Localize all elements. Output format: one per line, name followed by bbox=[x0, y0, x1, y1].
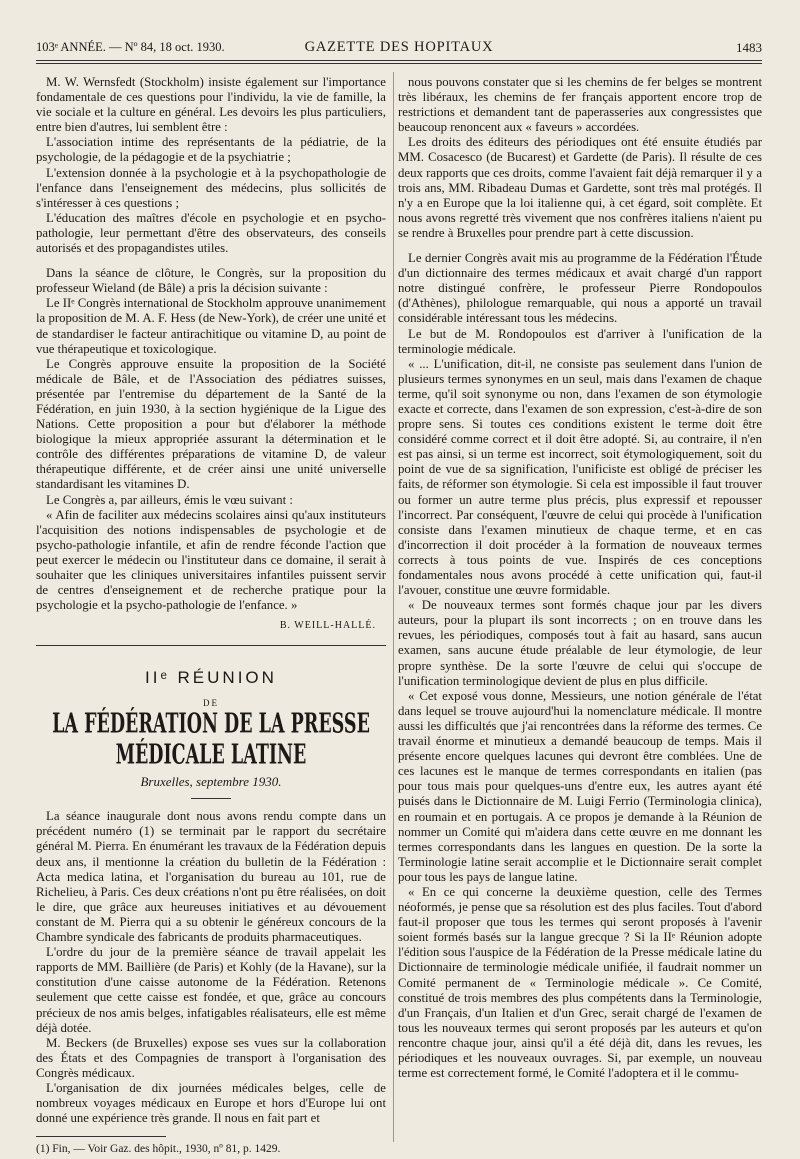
page-header bbox=[36, 36, 762, 58]
header-rule-second bbox=[36, 63, 762, 64]
header-rule bbox=[36, 60, 762, 61]
paragraph: « Afin de faciliter aux médecins scolaires ainsi qu'aux instituteurs l'acquisition des notions indispensables de psychologie et de psycho-pathologie infantile, et afin de rendre féconde l'action que peut exercer le médecin ou l'instituteur dans ce domaine, il serait à souhaiter que les cliniques universitaires infantiles puissent servir de centres d'enseignement et de recherche pratique pour la psychologie et la psycho-pathologie de l'enfance. » bbox=[36, 507, 386, 613]
section-dateline: Bruxelles, septembre 1930. bbox=[140, 774, 282, 790]
spacer bbox=[36, 256, 386, 266]
section-title-federation: LA FÉDÉRATION DE LA PRESSE MÉDICALE LATINE bbox=[52, 709, 370, 772]
spacer bbox=[398, 241, 762, 251]
section-title-de: DE bbox=[203, 698, 219, 709]
paragraph: Dans la séance de clôture, le Congrès, sur la proposition du professeur Wieland (de Bâle) a pris la décision suivante : bbox=[36, 266, 386, 296]
journal-title: GAZETTE DES HOPITAUX bbox=[304, 39, 494, 55]
paragraph: « De nouveaux termes sont formés chaque jour par les divers auteurs, pour la plupart ils sont incorrects ; on en trouve dans les revues, les périodiques, composés tout à fait au hasard, sans aucun examen, sans aucune étude préalable de leur étymologie, de leur propre synthèse. De la sorte l'œuvre de celui qui s'occupe de l'unification terminologique devient de plus en plus difficile. bbox=[398, 598, 762, 688]
paragraph: Le Congrès a, par ailleurs, émis le vœu suivant : bbox=[46, 492, 293, 507]
signature: B. WEILL-HALLÉ. bbox=[279, 620, 376, 632]
section-title-block bbox=[36, 668, 386, 799]
paragraph: L'éducation des maîtres d'école en psychologie et en psycho-pathologie, leur permettant d'être des observateurs, des conseils autorisés et des propagandistes utiles. bbox=[36, 210, 386, 256]
issue-info: 103ᵉ ANNÉE. — Nº 84, 18 oct. 1930. bbox=[36, 40, 225, 54]
paragraph: M. W. Wernsfedt (Stockholm) insiste également sur l'importance fondamentale de ces questions pour l'individu, la vie de famille, la vie sociale et la culture en général. Les devoirs les plus particuliers, entre bien d'autres, lui semblent être : bbox=[36, 75, 386, 135]
paragraph: « En ce qui concerne la deuxième question, celle des Termes néoformés, je pense que sa résolution est des plus faciles. Tout d'abord faut-il proposer que tous les termes qui seront proposés à l'avenir soient formés basés sur la langue grecque ? Si la IIᵉ Réunion adopte l'édition sous l'auspice de la Fédération de la Presse médicale latine du Dictionnaire de terminologie médicale unifiée, il faudrait nommer un Comité permanent de « Terminologie médicale ». Ce Comité, constitué de trois membres des plus compétents dans la Terminologie, d'un Français, d'un Italien et d'un Grec, serait chargé de l'examen de tous les nouveaux termes qui seront proposés par les auteurs et qu'on rencontre chaque jour, ainsi qu'il a été déjà dit, dans les revues, les périodiques et les nouveaux ouvrages. Si, par exemple, un nouveau terme est correctement formé, le Comité l'adoptera et il le commu- bbox=[398, 884, 762, 1081]
paragraph: M. Beckers (de Bruxelles) expose ses vues sur la collaboration des États et des Compagnies de transport à l'organisation des Congrès médicaux. bbox=[36, 1035, 386, 1080]
paragraph: « Cet exposé vous donne, Messieurs, une notion générale de l'état dans lequel se trouve aujourd'hui la nomenclature médicale. Il montre aussi les difficultés que j'ai rencontrées dans la réforme des termes. Ce travail énorme et minutieux a demandé beaucoup de temps. Mais il présente encore quelques lacunes qui devront être comblées. Une de ces lacunes est le manque de termes correspondants en italien (pas pour tous mais pour quelques-uns d'entre eux, les autres ayant été puisés dans le Dictionnaire de M. Luigi Ferrio (Terminologia clinica), en roumain et en portugais. A ce propos je demande à la Réunion de nommer un Comité qui m'aidera dans cette œuvre en me donnant les termes correspondants dans les langues en question. De la sorte la Terminologie latine serait accomplie et le Dictionnaire serait complet pour tous les pays de langue latine. bbox=[398, 688, 762, 884]
section-title-reunion: IIᵉ RÉUNION bbox=[145, 668, 277, 688]
column-separator bbox=[393, 72, 394, 1142]
spacer bbox=[36, 799, 386, 809]
paragraph: L'ordre du jour de la première séance de travail appelait les rapports de MM. Baillière (de Paris) et Kohly (de la Havane), sur la constitution d'une caisse autonome de la Fédération. Retenons seulement que cette caisse est fondée, et que, grâce au concours précieux de nos amis belges, infatigables réalisateurs, elle est même déjà dotée. bbox=[36, 945, 386, 1035]
paragraph: Le dernier Congrès avait mis au programme de la Fédération l'Étude d'un dictionnaire des termes médicaux et avait chargé d'un rapport notre distingué confrère, le professeur Pierre Rondopoulos (d'Athènes), philologue remarquable, qui nous a apporté un travail considérable intéressant tous les médecins. bbox=[398, 251, 762, 326]
left-column bbox=[36, 75, 386, 1155]
paragraph: L'organisation de dix journées médicales belges, celle de nombreux voyages médicaux en Europe et hors d'Europe lui ont donné une expérience très grande. Il nous en fait part et bbox=[36, 1080, 386, 1126]
paragraph: nous pouvons constater que si les chemins de fer belges se montrent très libéraux, les chemins de fer français apportent encore trop de restrictions et demandent tant de paperasseries aux congressistes que beaucoup renoncent aux « faveurs » accordées. bbox=[398, 75, 762, 135]
page-number: 1483 bbox=[736, 40, 762, 55]
paragraph: Les droits des éditeurs des périodiques ont été ensuite étudiés par MM. Cosacesco (de Bucarest) et Gardette (de Paris). Il résulte de ces deux rapports que ces droits, comme l'avaient fait déjà remarquer il y a trois ans, MM. Ribadeau Dumas et Gardette, sont très mal protégés. Il n'y a en Europe que la loi italienne qui, à cet égard, soit complète. Et nous avons regretté très vivement que nos confrères italiens n'aient pu se rendre à Bruxelles pour prendre part à cette discussion. bbox=[398, 135, 762, 240]
section-rule bbox=[36, 645, 386, 646]
paragraph: La séance inaugurale dont nous avons rendu compte dans un précédent numéro (1) se terminait par le rapport du secrétaire général M. Pierra. En énumérant les travaux de la Fédération depuis deux ans, il mentionne la création du bulletin de la Fédération : Acta medica latina, et l'organisation du bureau au 101, rue de Richelieu, à Paris. Ces deux créations n'ont pu être réalisées, on doit le dire, que grâce aux heureuses initiatives et au dévouement constant de M. Pierra qui a su obtenir le généreux concours de la Chambre syndicale des fabricants de produits pharmaceutiques. bbox=[36, 809, 386, 945]
paragraph: Le but de M. Rondopoulos est d'arriver à l'unification de la terminologie médicale. bbox=[398, 326, 762, 356]
paragraph: L'association intime des représentants de la pédiatrie, de la psychologie, de la pédagogie et de la psychiatrie ; bbox=[36, 135, 386, 165]
paragraph: Le IIᵉ Congrès international de Stockholm approuve unanimement la proposition de M. A. F. Hess (de New-York), de créer une unité et de standardiser le facteur antirachitique ou vitamine D, au point de vue thérapeutique et toxicologique. bbox=[36, 296, 386, 356]
right-column bbox=[398, 75, 762, 1081]
footnote: (1) Fin, — Voir Gaz. des hôpit., 1930, nº 81, p. 1429. bbox=[36, 1143, 281, 1156]
paragraph: L'extension donnée à la psychologie et à la psychopathologie de l'enfance dans l'enseignement des médecins, plus sollicités de s'intéresser à ces questions ; bbox=[36, 165, 386, 210]
footnote-rule bbox=[36, 1136, 166, 1137]
paragraph: « ... L'unification, dit-il, ne consiste pas seulement dans l'union de plusieurs termes synonymes en un seul, mais dans l'examen de chaque terme, qu'il soit synonyme ou non, dans l'examen de son étymologie exacte et correcte, dans l'examen de son expression, c'est-à-dire de son propre sens. Si toutes ces conditions existent le terme doit être considéré comme correct et il doit être adopté. Si, au contraire, il n'en est pas ainsi, si un terme est incorrect, soit étymologiquement, soit du point de vue de sa signification, l'unificiste est obligé de préciser les faits, de réformer son étymologie. Si cela est impossible il faut trouver ou former un autre terme plus précis, plus expressif et repousser l'incorrect. Par conséquent, l'œuvre de celui qui procède à l'unification consiste dans l'examen minutieux de chaque terme, et en cas d'incorrection il doit procéder à la formation de nouveaux termes corrects à tous points de vue. Inspirés de ces conceptions fondamentales nous avons procédé à cette unification qui, faut-il l'avouer, constitue une œuvre formidable. bbox=[398, 356, 762, 598]
paragraph: Le Congrès approuve ensuite la proposition de la Société médicale de Bâle, et de l'Association des pédiatres suisses, présentée par l'entremise du département de la Santé de la Fédération, en juin 1930, à la section hygiénique de la Ligue des Nations. Cette proposition a pour but d'élaborer la méthode biologique la mieux appropriée assurant la détermination et le contrôle des différentes préparations de vitamine D, de valeur thérapeutique différente, et de créer ainsi une unité universelle standardisant les vitamines D. bbox=[36, 356, 386, 492]
